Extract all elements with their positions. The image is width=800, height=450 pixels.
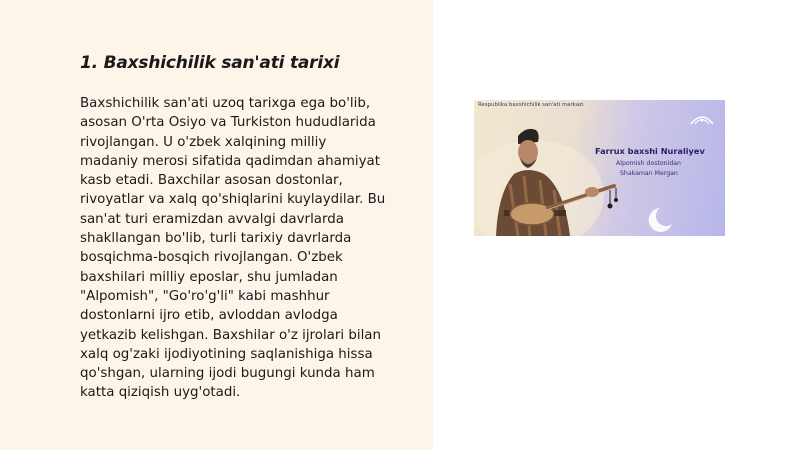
- body-line: baxshilari milliy eposlar, shu jumladan: [80, 269, 338, 285]
- body-line: katta qiziqish uyg'otadi.: [80, 385, 241, 401]
- performance-subtitle: Alpomish dostonidan: [616, 160, 681, 167]
- body-line: xalq og'zaki ijodiyotining saqlanishiga hissa: [80, 346, 373, 362]
- photo-header-text: Respublika baxshichilik san'ati markazi: [478, 102, 584, 108]
- body-line: "Alpomish", "Go'ro'g'li" kabi mashhur: [80, 288, 330, 304]
- body-line: dostonlarni ijro etib, avloddan avlodga: [80, 308, 338, 324]
- body-line: san'at turi eramizdan avvalgi davrlarda: [80, 211, 344, 227]
- body-paragraph: [80, 94, 425, 403]
- body-line: qo'shgan, ularning ijodi bugungi kunda ham: [80, 366, 375, 382]
- body-line: madaniy merosi sifatida qadimdan ahamiyat: [80, 153, 380, 169]
- body-line: rivoyatlar va xalq qo'shiqlarini kuylaydilar. Bu: [80, 192, 386, 208]
- performer-name: Farrux baxshi Nuraliyev: [595, 146, 705, 156]
- slide-title: 1. Baxshichilik san'ati tarixi: [80, 53, 340, 73]
- performer-photo: [474, 100, 725, 236]
- center-logo-icon: [687, 108, 717, 128]
- performance-subtitle-2: Shakaman Mergan: [620, 170, 678, 177]
- body-line: kasb etadi. Baxchilar asosan dostonlar,: [80, 173, 343, 189]
- body-line: rivojlangan. U o'zbek xalqining milliy: [80, 134, 327, 150]
- body-line: bosqichma-bosqich rivojlangan. O'zbek: [80, 250, 343, 266]
- body-line: shakllangan bo'lib, turli tarixiy davrlarda: [80, 231, 352, 247]
- body-line: yetkazib kelishgan. Baxshilar o'z ijrolari bilan: [80, 327, 382, 343]
- body-line: asosan O'rta Osiyo va Turkiston hududlarida: [80, 115, 376, 131]
- body-line: Baxshichilik san'ati uzoq tarixga ega bo'lib,: [80, 96, 371, 111]
